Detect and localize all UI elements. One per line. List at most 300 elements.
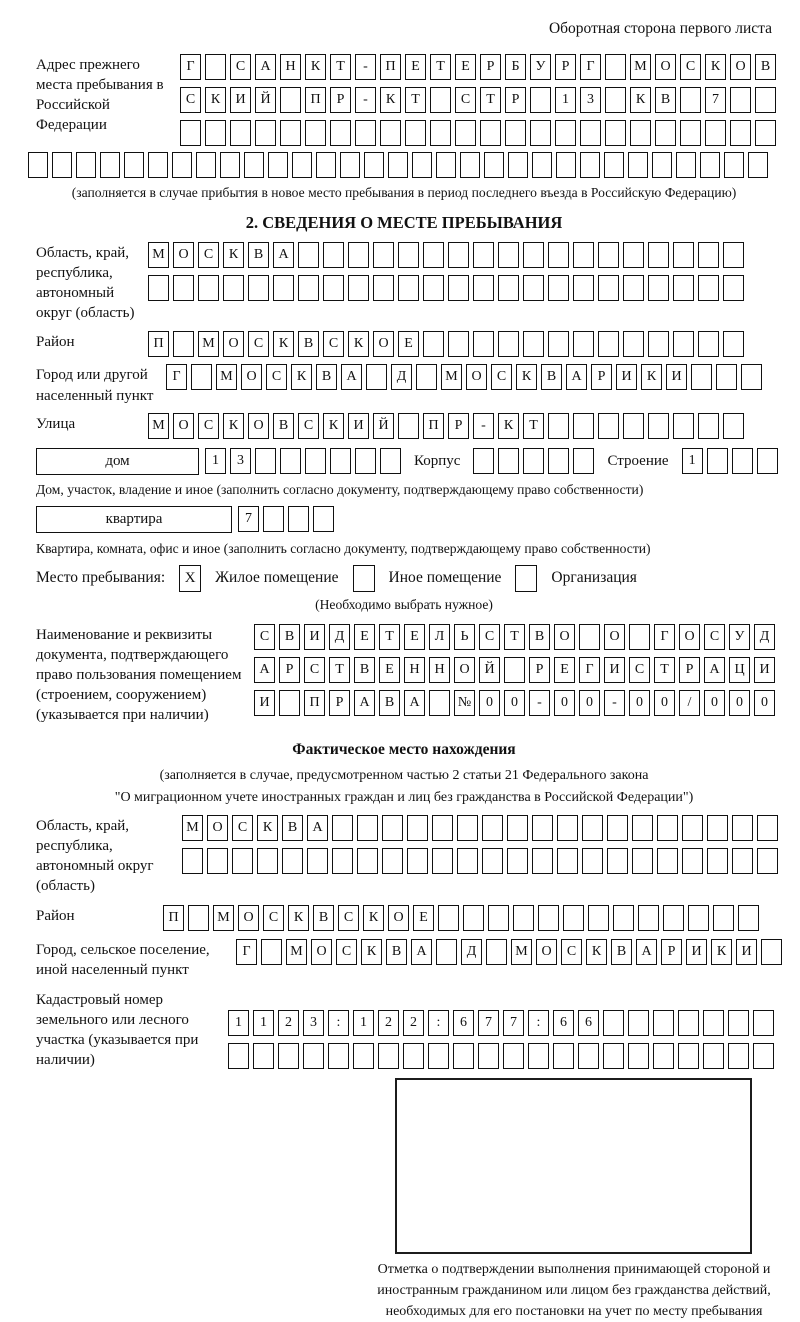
char-box: В [316, 364, 337, 390]
char-box: Е [379, 657, 400, 683]
char-box [124, 152, 144, 178]
char-box: Т [329, 657, 350, 683]
char-box: С [266, 364, 287, 390]
char-box: В [755, 54, 776, 80]
char-box: К [288, 905, 309, 931]
char-box: С [254, 624, 275, 650]
char-box [303, 1043, 324, 1069]
char-box [348, 275, 369, 301]
char-box [463, 905, 484, 931]
char-box: О [604, 624, 625, 650]
char-box [196, 152, 216, 178]
char-box: К [641, 364, 662, 390]
char-box [623, 242, 644, 268]
char-box [278, 1043, 299, 1069]
char-box [480, 120, 501, 146]
char-box [498, 275, 519, 301]
char-box [513, 905, 534, 931]
char-box: 1 [228, 1010, 249, 1036]
char-box [523, 242, 544, 268]
char-box: Р [279, 657, 300, 683]
char-box [573, 413, 594, 439]
stroenie-cells [682, 448, 778, 474]
char-row [180, 54, 776, 80]
char-box [532, 815, 553, 841]
char-box [244, 152, 264, 178]
char-box [557, 848, 578, 874]
char-box [648, 413, 669, 439]
char-box: Е [398, 331, 419, 357]
char-box: 0 [554, 690, 575, 716]
char-box [580, 152, 600, 178]
char-box: С [263, 905, 284, 931]
char-box [548, 242, 569, 268]
char-box [398, 242, 419, 268]
char-box [673, 331, 694, 357]
char-box [728, 1010, 749, 1036]
char-box: Р [505, 87, 526, 113]
char-box: О [536, 939, 557, 965]
char-box [388, 152, 408, 178]
char-box [288, 506, 309, 532]
char-box: Т [523, 413, 544, 439]
char-box [741, 364, 762, 390]
char-box [412, 152, 432, 178]
char-box: - [355, 87, 376, 113]
char-box [484, 152, 504, 178]
char-box [378, 1043, 399, 1069]
char-box: К [273, 331, 294, 357]
checkbox-organization [515, 565, 537, 592]
char-box [280, 120, 301, 146]
char-box [305, 120, 326, 146]
char-box [598, 331, 619, 357]
prev-address-label: Адрес прежнего места пребывания в Российской Федерации [36, 57, 164, 134]
char-box: Й [373, 413, 394, 439]
char-box: С [479, 624, 500, 650]
field-city-actual [36, 939, 772, 980]
char-box [364, 152, 384, 178]
char-box [205, 54, 226, 80]
district-actual-label: Район [36, 907, 75, 924]
char-box: Ц [729, 657, 750, 683]
char-box: Н [280, 54, 301, 80]
char-box [698, 413, 719, 439]
char-box [528, 1043, 549, 1069]
char-row-full-width [28, 152, 772, 178]
char-box: Р [448, 413, 469, 439]
char-box: К [711, 939, 732, 965]
char-box: И [686, 939, 707, 965]
char-box: С [180, 87, 201, 113]
char-box: С [629, 657, 650, 683]
field-district [36, 331, 772, 357]
char-box: О [311, 939, 332, 965]
char-box: М [148, 413, 169, 439]
document-label: Наименование и реквизиты документа, подтверждающего право пользования помещением (строением, сооружением) (указывается при наличии) [36, 626, 242, 724]
char-box [676, 152, 696, 178]
house-row [36, 448, 772, 475]
char-box [655, 120, 676, 146]
char-box: К [223, 413, 244, 439]
char-box [707, 815, 728, 841]
char-box [432, 848, 453, 874]
char-box: : [428, 1010, 449, 1036]
district-label: Район [36, 334, 75, 351]
char-box: О [730, 54, 751, 80]
char-box [273, 275, 294, 301]
char-box [316, 152, 336, 178]
char-box [323, 275, 344, 301]
char-box [548, 448, 569, 474]
char-box [504, 657, 525, 683]
char-box [348, 242, 369, 268]
checkbox-other-premises [353, 565, 375, 592]
char-box [579, 624, 600, 650]
char-box: Р [679, 657, 700, 683]
char-box: 0 [704, 690, 725, 716]
char-row [182, 848, 778, 874]
field-region [36, 242, 772, 323]
char-box [623, 331, 644, 357]
char-box [732, 848, 753, 874]
char-box [700, 152, 720, 178]
char-box: К [348, 331, 369, 357]
char-box [305, 448, 326, 474]
char-box: Е [404, 624, 425, 650]
char-box [261, 939, 282, 965]
char-box: О [554, 624, 575, 650]
char-box: О [466, 364, 487, 390]
char-box: О [373, 331, 394, 357]
char-box [628, 1043, 649, 1069]
prev-address-grid [180, 54, 776, 146]
char-box [648, 275, 669, 301]
char-box: 6 [578, 1010, 599, 1036]
char-box: В [379, 690, 400, 716]
char-box [573, 275, 594, 301]
char-box [648, 242, 669, 268]
korpus-cells [473, 448, 594, 474]
char-box: Т [480, 87, 501, 113]
char-box [507, 848, 528, 874]
char-box: Т [379, 624, 400, 650]
char-box: К [323, 413, 344, 439]
char-box [366, 364, 387, 390]
char-box [328, 1043, 349, 1069]
char-box [508, 152, 528, 178]
char-box: В [541, 364, 562, 390]
char-box [228, 1043, 249, 1069]
char-row [254, 624, 775, 650]
char-box: Г [654, 624, 675, 650]
char-box [604, 152, 624, 178]
char-box [629, 624, 650, 650]
char-box [52, 152, 72, 178]
char-box: М [148, 242, 169, 268]
char-box [723, 275, 744, 301]
char-box [482, 848, 503, 874]
char-box [429, 690, 450, 716]
char-box [460, 152, 480, 178]
char-box: 3 [303, 1010, 324, 1036]
char-box [298, 242, 319, 268]
char-box [486, 939, 507, 965]
char-box [652, 152, 672, 178]
char-box [313, 506, 334, 532]
char-box: П [148, 331, 169, 357]
apartment-note: Квартира, комната, офис и иное (заполнить согласно документу, подтверждающему право собственности) [36, 540, 651, 556]
char-box: 0 [579, 690, 600, 716]
char-box: С [248, 331, 269, 357]
char-box: 7 [503, 1010, 524, 1036]
char-box [323, 242, 344, 268]
char-box: О [241, 364, 262, 390]
char-box [223, 275, 244, 301]
apartment-number-cells [238, 506, 334, 532]
char-box: Д [461, 939, 482, 965]
char-box: Р [555, 54, 576, 80]
char-box: Р [591, 364, 612, 390]
char-box [357, 848, 378, 874]
char-box: - [529, 690, 550, 716]
char-box: С [680, 54, 701, 80]
char-box [653, 1010, 674, 1036]
char-box [607, 848, 628, 874]
char-box: 2 [403, 1010, 424, 1036]
char-box [653, 1043, 674, 1069]
char-box [473, 275, 494, 301]
char-box [573, 242, 594, 268]
char-box [657, 848, 678, 874]
char-box: В [279, 624, 300, 650]
char-box [755, 120, 776, 146]
char-box [191, 364, 212, 390]
char-row [148, 331, 744, 357]
char-box [357, 815, 378, 841]
char-row [254, 657, 775, 683]
char-box: 7 [478, 1010, 499, 1036]
char-box: 3 [580, 87, 601, 113]
char-box [248, 275, 269, 301]
char-box: Р [330, 87, 351, 113]
char-box [563, 905, 584, 931]
char-box: У [530, 54, 551, 80]
city-label: Город или другой населенный пункт [36, 367, 154, 404]
char-box [548, 413, 569, 439]
char-box: Т [504, 624, 525, 650]
char-box [632, 815, 653, 841]
field-city [36, 364, 772, 405]
char-box: В [282, 815, 303, 841]
char-row [180, 120, 776, 146]
field-document [36, 624, 772, 725]
house-type-box: дом [36, 448, 199, 475]
char-row [148, 242, 744, 268]
char-box: Д [391, 364, 412, 390]
char-box [405, 120, 426, 146]
char-box [416, 364, 437, 390]
char-box: Г [166, 364, 187, 390]
char-box: Е [554, 657, 575, 683]
checkbox-residential: X [179, 565, 201, 592]
char-box [530, 87, 551, 113]
region-actual-label: Область, край, республика, автономный округ (область) [36, 817, 154, 894]
char-box [373, 242, 394, 268]
char-box: П [380, 54, 401, 80]
char-box [582, 815, 603, 841]
char-box [755, 87, 776, 113]
char-box: И [604, 657, 625, 683]
char-box [382, 848, 403, 874]
char-box: А [404, 690, 425, 716]
char-box [603, 1043, 624, 1069]
char-box: Г [180, 54, 201, 80]
char-box [588, 905, 609, 931]
korpus-label: Корпус [414, 452, 461, 469]
char-box: К [363, 905, 384, 931]
char-box [678, 1043, 699, 1069]
char-box [573, 331, 594, 357]
region-grid [148, 242, 744, 301]
char-box [523, 331, 544, 357]
char-row [148, 275, 744, 301]
char-box: М [286, 939, 307, 965]
char-box [723, 413, 744, 439]
char-box [698, 331, 719, 357]
char-box [573, 448, 594, 474]
char-box [230, 120, 251, 146]
char-box: П [305, 87, 326, 113]
char-row [148, 413, 744, 439]
char-box [557, 815, 578, 841]
char-box [688, 905, 709, 931]
char-box: П [423, 413, 444, 439]
char-box [280, 448, 301, 474]
confirmation-stamp-box [395, 1078, 752, 1254]
char-box: М [511, 939, 532, 965]
field-cadastral [36, 989, 772, 1070]
char-box [498, 242, 519, 268]
char-box [423, 275, 444, 301]
document-grid [254, 624, 775, 716]
char-box [220, 152, 240, 178]
char-box [478, 1043, 499, 1069]
char-box [148, 152, 168, 178]
char-row [254, 690, 775, 716]
char-box [453, 1043, 474, 1069]
char-box: Р [480, 54, 501, 80]
char-box: Т [330, 54, 351, 80]
char-box [473, 242, 494, 268]
char-box: Ь [454, 624, 475, 650]
char-box: И [304, 624, 325, 650]
char-box [724, 152, 744, 178]
field-street [36, 413, 772, 439]
char-box: К [205, 87, 226, 113]
char-box [332, 815, 353, 841]
char-box [605, 54, 626, 80]
char-box [678, 1010, 699, 1036]
char-box: М [182, 815, 203, 841]
char-box: К [223, 242, 244, 268]
char-box: - [604, 690, 625, 716]
char-box [340, 152, 360, 178]
char-box: В [386, 939, 407, 965]
char-row [166, 364, 762, 390]
char-box [403, 1043, 424, 1069]
char-box [332, 848, 353, 874]
char-box: 0 [729, 690, 750, 716]
char-box [455, 120, 476, 146]
char-box: П [304, 690, 325, 716]
char-row [180, 87, 776, 113]
char-box: 1 [253, 1010, 274, 1036]
char-box [280, 87, 301, 113]
char-box: 0 [754, 690, 775, 716]
char-box: В [298, 331, 319, 357]
char-box: Н [429, 657, 450, 683]
char-box [682, 848, 703, 874]
char-box: С [338, 905, 359, 931]
stay-type-label: Место пребывания: [36, 569, 166, 587]
street-label: Улица [36, 415, 76, 432]
char-box [538, 905, 559, 931]
char-box [657, 815, 678, 841]
char-box [148, 275, 169, 301]
region-actual-grid [182, 815, 778, 874]
char-box: М [198, 331, 219, 357]
char-box [682, 815, 703, 841]
apartment-type-box: квартира [36, 506, 232, 533]
char-box [757, 448, 778, 474]
char-box [680, 87, 701, 113]
char-box [548, 331, 569, 357]
char-row [163, 905, 759, 931]
char-box: И [754, 657, 775, 683]
char-box: Й [255, 87, 276, 113]
char-box: В [313, 905, 334, 931]
confirmation-stamp-caption: Отметка о подтверждении выполнения принимающей стороной и иностранным гражданином или лицом без гражданства действий, необходимых для его постановки на учет по месту пребывания [377, 1262, 771, 1320]
char-box [730, 120, 751, 146]
char-box [282, 848, 303, 874]
city-actual-label: Город, сельское поселение, иной населенный пункт [36, 941, 210, 978]
char-box [198, 275, 219, 301]
char-box: Н [404, 657, 425, 683]
char-box [716, 364, 737, 390]
char-box [605, 120, 626, 146]
char-box [623, 275, 644, 301]
char-row [236, 939, 782, 965]
char-box: 6 [453, 1010, 474, 1036]
char-box: Л [429, 624, 450, 650]
char-box [582, 848, 603, 874]
char-box: 1 [555, 87, 576, 113]
char-box: 1 [353, 1010, 374, 1036]
char-box [753, 1043, 774, 1069]
char-box [578, 1043, 599, 1069]
char-box [473, 331, 494, 357]
char-box [498, 448, 519, 474]
char-box [753, 1010, 774, 1036]
char-box [407, 848, 428, 874]
char-box: И [230, 87, 251, 113]
char-box [723, 331, 744, 357]
char-box [603, 1010, 624, 1036]
char-box: С [298, 413, 319, 439]
char-box [255, 120, 276, 146]
char-box: - [473, 413, 494, 439]
